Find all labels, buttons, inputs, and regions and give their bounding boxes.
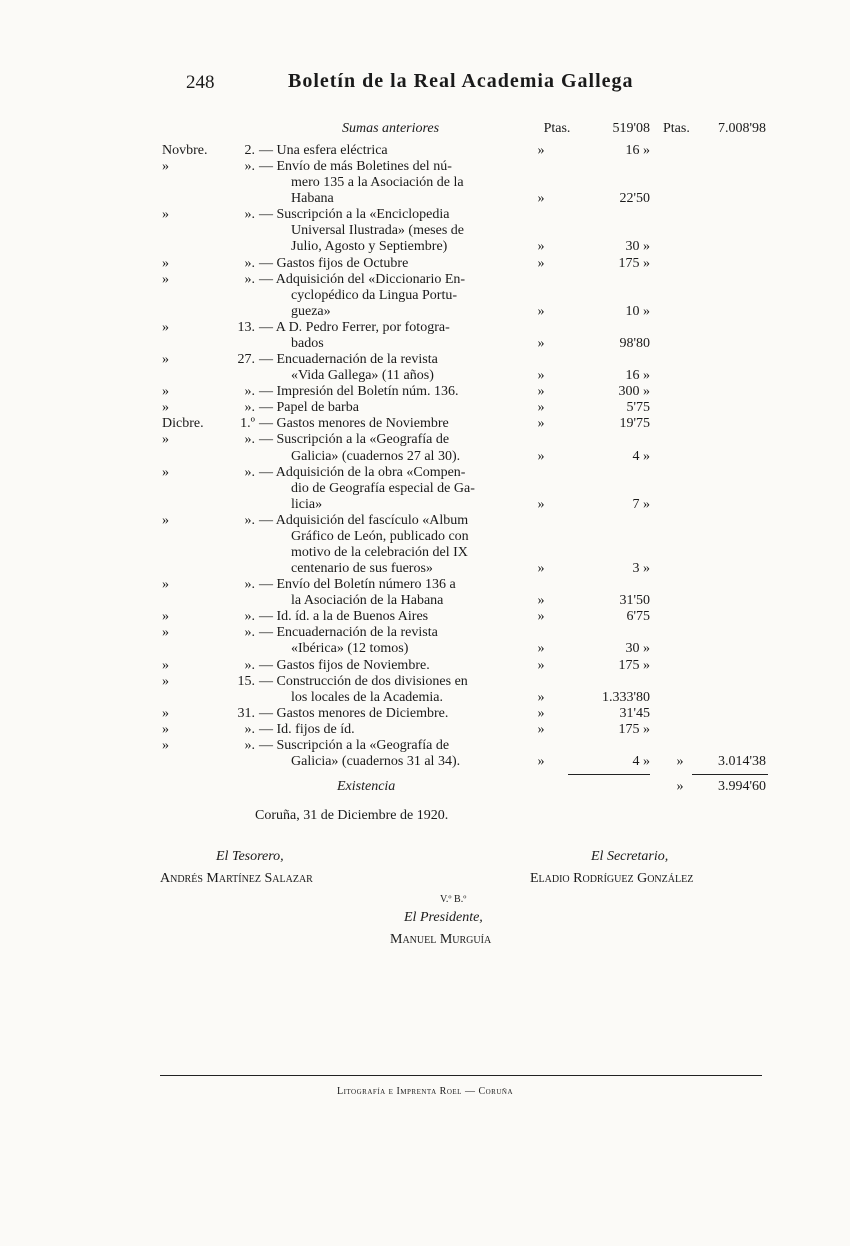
entry-text: Galicia» (cuadernos 31 al 34). — [291, 754, 461, 770]
entry-day: ». — [244, 721, 255, 737]
entry-amount: 10 » — [625, 303, 650, 319]
entry-day: ». — [244, 464, 255, 480]
entry-text: Galicia» (cuadernos 27 al 30). — [291, 448, 461, 464]
entry-month: » — [162, 657, 169, 673]
entry-unit: » — [537, 335, 545, 351]
entry-unit: » — [537, 239, 545, 255]
entry-amount: 6'75 — [626, 609, 650, 625]
secretario-title: El Secretario, — [591, 849, 669, 864]
entry-text: — Adquisición del fascículo «Album — [259, 512, 469, 528]
entry-day: 13. — [237, 319, 255, 335]
entry-text: «Ibérica» (12 tomos) — [291, 641, 409, 657]
entry-total: 3.014'38 — [717, 754, 766, 770]
entry-amount: 1.333'80 — [601, 689, 650, 705]
entry-text: — Gastos menores de Noviembre — [259, 416, 449, 432]
entry-unit: » — [537, 609, 545, 625]
entry-text: — Suscripción a la «Geografía de — [259, 737, 450, 753]
tesorero-title: El Tesorero, — [216, 849, 284, 864]
ledger-line — [0, 497, 850, 513]
ledger-line — [0, 674, 850, 690]
ledger-line — [0, 577, 850, 593]
entry-text: Habana — [291, 191, 334, 207]
presidente-title: El Presidente, — [404, 910, 483, 925]
entry-day: ». — [244, 577, 255, 593]
entry-day: 1.º — [240, 416, 255, 432]
ledger-line — [0, 320, 850, 336]
entry-text: — A D. Pedro Ferrer, por fotogra- — [259, 319, 450, 335]
entry-month: » — [162, 384, 169, 400]
entry-day: ». — [244, 609, 255, 625]
entry-day: ». — [244, 207, 255, 223]
entry-amount: 175 » — [618, 657, 650, 673]
printer-footer: Litografía e Imprenta Roel — Coruña — [336, 1086, 514, 1097]
entry-amount: 7 » — [632, 496, 650, 512]
entry-day: 27. — [237, 352, 255, 368]
entry-text: dio de Geografía especial de Ga- — [291, 480, 475, 496]
entry-text: — Adquisición de la obra «Compen- — [259, 464, 466, 480]
existencia-row — [0, 779, 850, 795]
entry-total-unit: » — [676, 754, 684, 770]
ledger-line — [0, 738, 850, 754]
entry-unit: » — [537, 384, 545, 400]
entry-day: ». — [244, 512, 255, 528]
entry-month: Novbre. — [162, 143, 208, 158]
ledger-line — [0, 481, 850, 497]
tesorero-name: Andrés Martínez Salazar — [160, 871, 313, 886]
ledger-line — [0, 432, 850, 448]
ledger-line — [0, 336, 850, 352]
ledger-line — [0, 545, 850, 561]
ledger-line — [0, 754, 850, 770]
ledger-line — [0, 143, 850, 159]
entry-month: » — [162, 400, 169, 416]
entry-day: ». — [244, 625, 255, 641]
existencia-unit: » — [676, 779, 684, 794]
ledger-line — [0, 641, 850, 657]
entry-text: cyclopédico da Lingua Portu- — [291, 287, 458, 303]
sumas-label: Sumas anteriores — [342, 121, 440, 136]
entry-text: — Envío del Boletín número 136 a — [259, 577, 456, 593]
entry-day: ». — [244, 159, 255, 175]
entry-month: » — [162, 737, 169, 753]
entry-unit: » — [537, 754, 545, 770]
footer-rule — [160, 1075, 762, 1076]
entry-amount: 16 » — [625, 143, 650, 158]
entry-day: 15. — [237, 673, 255, 689]
entry-text: — Id. íd. a la de Buenos Aires — [259, 609, 429, 625]
entry-unit: » — [537, 416, 545, 432]
entry-unit: » — [537, 255, 545, 271]
total-rule — [692, 774, 768, 775]
place-date: Coruña, 31 de Diciembre de 1920. — [255, 808, 449, 823]
ledger-line — [0, 625, 850, 641]
ledger-line — [0, 593, 850, 609]
entry-amount: 175 » — [618, 721, 650, 737]
entry-text: bados — [291, 335, 324, 351]
entry-unit: » — [537, 705, 545, 721]
entry-month: » — [162, 705, 169, 721]
entry-amount: 22'50 — [619, 191, 650, 207]
entry-month: » — [162, 255, 169, 271]
entry-text: — Gastos menores de Diciembre. — [259, 705, 449, 721]
entry-month: » — [162, 319, 169, 335]
ledger-line — [0, 223, 850, 239]
ledger-line — [0, 207, 850, 223]
entry-text: licia» — [291, 496, 323, 512]
entry-amount: 300 » — [618, 384, 650, 400]
entry-amount: 4 » — [632, 448, 650, 464]
entry-text: mero 135 a la Asociación de la — [291, 175, 464, 191]
ledger-line — [0, 561, 850, 577]
entry-day: ». — [244, 657, 255, 673]
entry-text: Julio, Agosto y Septiembre) — [291, 239, 448, 255]
ledger-line — [0, 368, 850, 384]
entry-text: la Asociación de la Habana — [291, 593, 444, 609]
entry-unit: » — [537, 191, 545, 207]
entry-amount: 4 » — [632, 754, 650, 770]
ledger-line — [0, 465, 850, 481]
existencia-total: 3.994'60 — [717, 779, 766, 794]
ledger-line — [0, 175, 850, 191]
entry-unit: » — [537, 721, 545, 737]
entry-amount: 16 » — [625, 368, 650, 384]
entry-month: » — [162, 432, 169, 448]
entry-day: ». — [244, 400, 255, 416]
ledger-line — [0, 191, 850, 207]
entry-text: motivo de la celebración del IX — [291, 545, 468, 560]
existencia-label: Existencia — [337, 779, 396, 794]
ledger-line — [0, 256, 850, 272]
entry-unit: » — [537, 143, 545, 158]
entry-unit: » — [537, 657, 545, 673]
ledger-line — [0, 288, 850, 304]
secretario-name: Eladio Rodríguez González — [530, 871, 694, 886]
ledger-line — [0, 352, 850, 368]
entry-text: — Impresión del Boletín núm. 136. — [259, 384, 459, 400]
entry-text: centenario de sus fueros» — [291, 561, 433, 577]
entry-unit: » — [537, 689, 545, 705]
entry-day: ». — [244, 271, 255, 287]
ledger-line — [0, 658, 850, 674]
entry-unit: » — [537, 593, 545, 609]
entry-amount: 175 » — [618, 255, 650, 271]
sumas-unit: Ptas. — [543, 121, 571, 136]
ledger-line — [0, 513, 850, 529]
entry-text: — Suscripción a la «Enciclopedia — [259, 207, 450, 223]
page-number: 248 — [186, 72, 215, 93]
entry-amount: 3 » — [632, 561, 650, 577]
entry-unit: » — [537, 368, 545, 384]
entry-unit: » — [537, 561, 545, 577]
entry-unit: » — [537, 496, 545, 512]
entry-text: — Gastos fijos de Noviembre. — [259, 657, 430, 673]
entry-amount: 30 » — [625, 239, 650, 255]
entry-unit: » — [537, 448, 545, 464]
entry-day: ». — [244, 384, 255, 400]
entry-day: 31. — [237, 705, 255, 721]
entry-month: » — [162, 673, 169, 689]
entry-month: » — [162, 577, 169, 593]
entry-amount: 31'50 — [619, 593, 650, 609]
entry-text: — Construcción de dos divisiones en — [259, 673, 468, 689]
entry-text: — Suscripción a la «Geografía de — [259, 432, 450, 448]
entry-unit: » — [537, 303, 545, 319]
sumas-total: 7.008'98 — [717, 121, 766, 136]
entry-text: — Una esfera eléctrica — [259, 143, 388, 158]
sumas-total-unit: Ptas. — [663, 121, 690, 136]
entry-amount: 31'45 — [619, 705, 650, 721]
entry-month: » — [162, 464, 169, 480]
entry-month: » — [162, 207, 169, 223]
ledger-line — [0, 722, 850, 738]
ledger-line — [0, 609, 850, 625]
entry-month: Dicbre. — [162, 416, 204, 432]
entry-unit: » — [537, 400, 545, 416]
ledger-line — [0, 304, 850, 320]
entry-day: 2. — [244, 143, 255, 158]
entry-amount: 98'80 — [619, 335, 650, 351]
entry-month: » — [162, 271, 169, 287]
entry-month: » — [162, 721, 169, 737]
entry-text: — Encuadernación de la revista — [259, 352, 438, 368]
entry-text: — Encuadernación de la revista — [259, 625, 438, 641]
ledger-line — [0, 239, 850, 255]
entry-month: » — [162, 625, 169, 641]
entry-text: — Adquisición del «Diccionario En- — [259, 271, 466, 287]
entry-text: — Envío de más Boletines del nú- — [259, 159, 452, 175]
ledger-line — [0, 706, 850, 722]
ledger-line — [0, 159, 850, 175]
entry-month: » — [162, 159, 169, 175]
entry-text: los locales de la Academia. — [291, 689, 443, 705]
entry-text: Universal Ilustrada» (meses de — [291, 223, 464, 239]
entry-text: «Vida Gallega» (11 años) — [291, 368, 434, 384]
entry-month: » — [162, 512, 169, 528]
ledger-line — [0, 529, 850, 545]
entry-month: » — [162, 609, 169, 625]
ledger-line — [0, 690, 850, 706]
entry-text: — Id. fijos de íd. — [259, 721, 355, 737]
sumas-amount: 519'08 — [612, 121, 650, 136]
entry-day: ». — [244, 737, 255, 753]
presidente-name: Manuel Murguía — [390, 932, 492, 947]
vb-label: V.º B.º — [440, 894, 467, 905]
sumas-row — [0, 121, 850, 137]
ledger-line — [0, 384, 850, 400]
journal-title: Boletín de la Real Academia Gallega — [288, 70, 634, 92]
entry-text: gueza» — [291, 303, 331, 319]
entry-text: — Papel de barba — [259, 400, 359, 416]
entry-day: ». — [244, 255, 255, 271]
ledger-line — [0, 416, 850, 432]
ledger-line — [0, 400, 850, 416]
ledger-line — [0, 449, 850, 465]
entry-month: » — [162, 352, 169, 368]
subtotal-rule — [568, 774, 650, 775]
ledger-line — [0, 272, 850, 288]
entry-day: ». — [244, 432, 255, 448]
entry-amount: 19'75 — [619, 416, 650, 432]
entry-text: — Gastos fijos de Octubre — [259, 255, 409, 271]
entry-amount: 30 » — [625, 641, 650, 657]
entry-amount: 5'75 — [626, 400, 650, 416]
entry-text: Gráfico de León, publicado con — [291, 528, 469, 544]
entry-unit: » — [537, 641, 545, 657]
